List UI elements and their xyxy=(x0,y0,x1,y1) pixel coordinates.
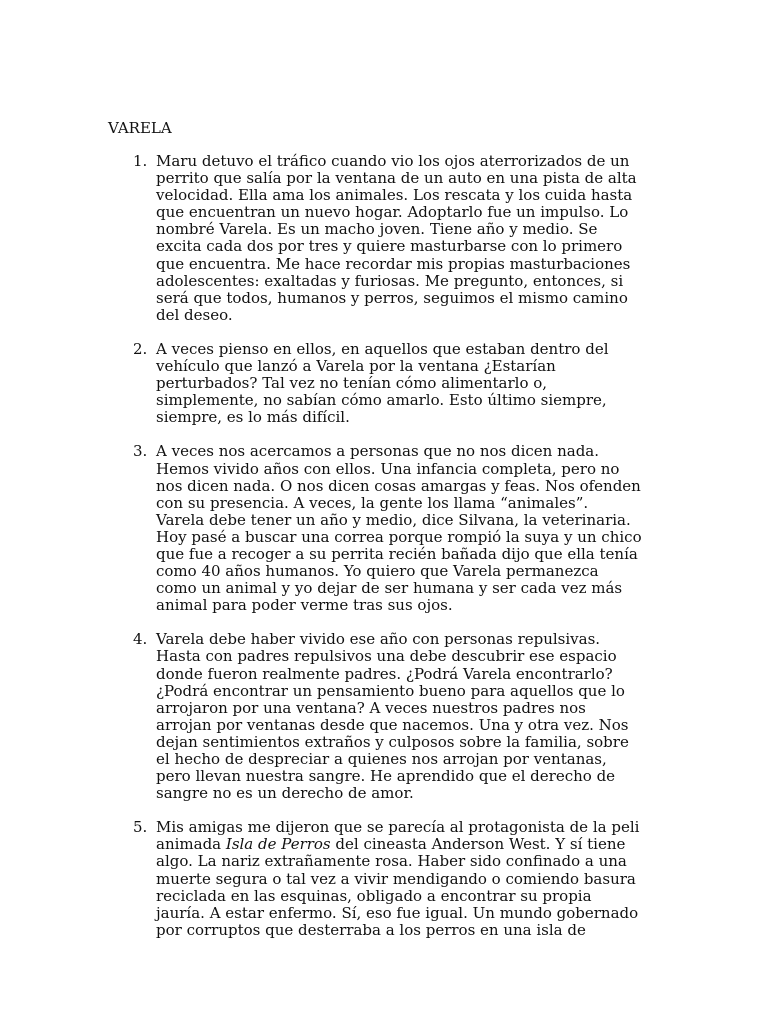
list-item-4 xyxy=(108,631,668,802)
list-item-1 xyxy=(108,153,668,324)
text-line: el hecho de despreciar a quienes nos arrojan por ventanas, xyxy=(156,750,607,768)
list-item-2 xyxy=(108,341,668,426)
item-number: 5. xyxy=(133,818,148,837)
text-line: algo. La nariz extrañamente rosa. Haber sido confinado a una xyxy=(156,852,627,871)
text-line: siempre, es lo más difícil. xyxy=(156,408,350,427)
text-line: reciclada en las esquinas, obligado a encontrar su propia xyxy=(156,886,592,905)
text-line: Hasta con padres repulsivos una debe descubrir ese espacio xyxy=(156,647,617,666)
text-line: será que todos, humanos y perros, seguimos el mismo camino xyxy=(156,288,628,307)
text-line: dejan sentimientos extraños y culposos sobre la familia, sobre xyxy=(156,732,629,751)
film-title: Isla de Perros xyxy=(225,835,331,854)
text-line: que fue a recoger a su perrita recién bañada dijo que ella tenía xyxy=(156,544,638,563)
text-line: perturbados? Tal vez no tenían cómo alimentarlo o, xyxy=(156,374,548,393)
text-line: perrito que salía por la ventana de un auto en una pista de alta xyxy=(156,169,637,188)
text-line: del deseo. xyxy=(156,305,233,324)
text-line: Varela debe tener un año y medio, dice Silvana, la veterinaria. xyxy=(156,510,631,529)
item-number: 4. xyxy=(133,630,148,649)
text-line: ¿Podrá encontrar un pensamiento bueno para aquellos que lo xyxy=(156,681,625,700)
text-line: jauría. A estar enfermo. Sí, eso fue igual. Un mundo gobernado xyxy=(156,903,639,922)
text-line: muerte segura o tal vez a vivir mendigando o comiendo basura xyxy=(156,869,636,888)
text-line: con su presencia. A veces, la gente los llama “animales”. xyxy=(156,493,589,512)
text-line: Varela debe haber vivido ese año con personas repulsivas. xyxy=(156,630,601,649)
text-line: Mis amigas me dijeron que se parecía al protagonista de la peli xyxy=(156,818,640,837)
text-line: como un animal y yo dejar de ser humana y ser cada vez más xyxy=(156,579,623,598)
text-line: arrojaron por una ventana? A veces nuestros padres nos xyxy=(156,698,586,717)
text-line: que encuentra. Me hace recordar mis propias masturbaciones xyxy=(156,254,631,273)
text-line: por corruptos que desterraba a los perros en una isla de xyxy=(156,920,586,939)
text-line: arrojan por ventanas desde que nacemos. Una y otra vez. Nos xyxy=(156,715,629,734)
text-segment: animada xyxy=(156,835,226,854)
text-line: vehículo que lanzó a Varela por la ventana ¿Estarían xyxy=(156,357,556,376)
item-number: 2. xyxy=(133,339,148,358)
text-line: nombré Varela. Es un macho joven. Tiene año y medio. Se xyxy=(156,220,598,239)
text-line: donde fueron realmente padres. ¿Podrá Varela encontrarlo? xyxy=(156,664,613,683)
text-line: Maru detuvo el tráfico cuando vio los ojos aterrorizados de un xyxy=(156,152,630,170)
text-line: nos dicen nada. O nos dicen cosas amargas y feas. Nos ofenden xyxy=(156,476,641,495)
text-line: velocidad. Ella ama los animales. Los rescata y los cuida hasta xyxy=(156,186,633,205)
text-line: Hoy pasé a buscar una correa porque rompió la suya y un chico xyxy=(156,527,642,546)
text-line: simplemente, no sabían cómo amarlo. Esto último siempre, xyxy=(156,391,607,410)
text-line: A veces pienso en ellos, en aquellos que estaban dentro del xyxy=(156,339,609,358)
text-line: Hemos vivido años con ellos. Una infancia completa, pero no xyxy=(156,459,620,478)
text-line: adolescentes: exaltadas y furiosas. Me pregunto, entonces, si xyxy=(156,271,624,290)
text-line: pero llevan nuestra sangre. He aprendido que el derecho de xyxy=(156,767,616,786)
list-item-3 xyxy=(108,443,668,614)
text-line: A veces nos acercamos a personas que no nos dicen nada. xyxy=(156,442,600,461)
text-line: que encuentran un nuevo hogar. Adoptarlo fue un impulso. Lo xyxy=(156,203,629,222)
item-number: 3. xyxy=(133,442,148,461)
text-line: excita cada dos por tres y quiere masturbarse con lo primero xyxy=(156,237,623,256)
item-number: 1. xyxy=(133,152,148,170)
list-item-5 xyxy=(108,819,668,939)
text-segment: del cineasta Anderson West. Y sí tiene xyxy=(330,835,626,854)
text-line: como 40 años humanos. Yo quiero que Varela permanezca xyxy=(156,562,599,581)
text-line: sangre no es un derecho de amor. xyxy=(156,784,414,803)
numbered-list xyxy=(108,153,668,956)
text-line: animal para poder verme tras sus ojos. xyxy=(156,596,453,615)
text-line-with-title xyxy=(156,836,668,853)
document-title: VARELA xyxy=(108,119,172,137)
